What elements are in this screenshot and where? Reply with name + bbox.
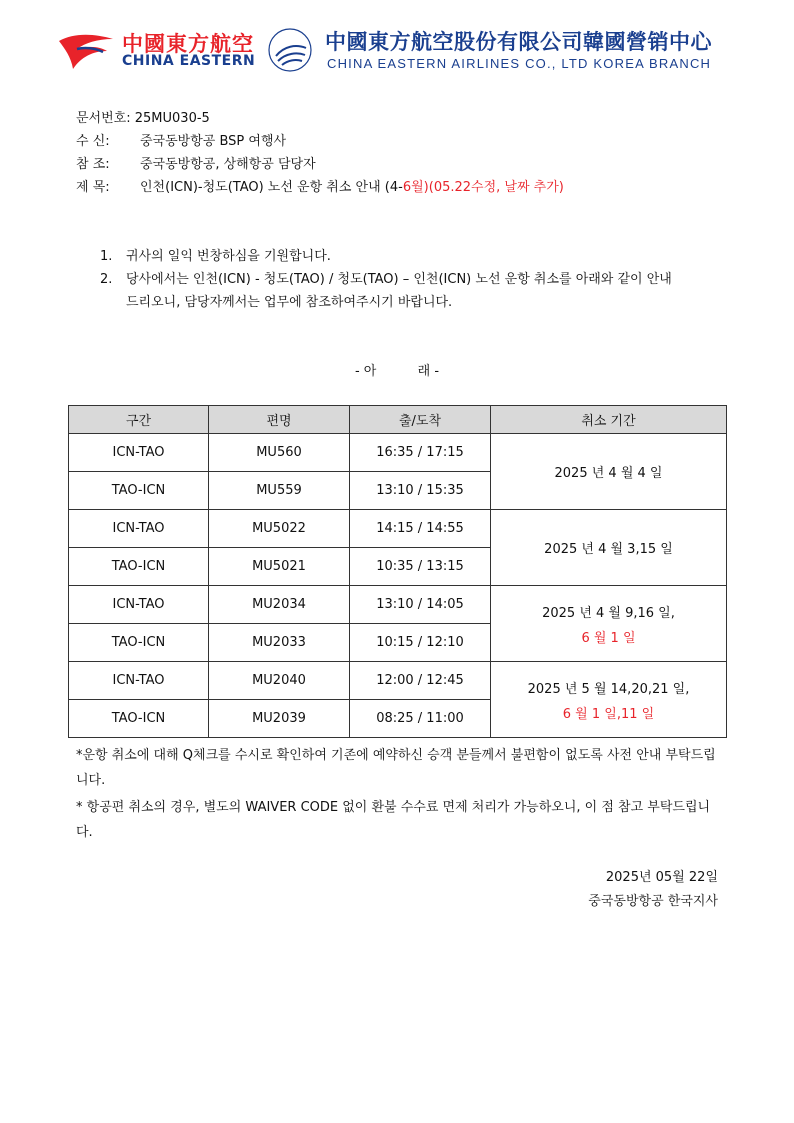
period-added-dates: 6 월 1 일 — [581, 630, 636, 646]
item-2-number: 2. — [100, 272, 113, 287]
doc-number-label: 문서번호: — [76, 111, 131, 126]
table-row — [69, 510, 727, 548]
time-cell: 14:15 / 14:55 — [350, 510, 491, 548]
logo-english-name: CHINA EASTERN — [122, 53, 256, 69]
table-row — [69, 434, 727, 472]
time-cell: 13:10 / 15:35 — [350, 472, 491, 510]
recipient-value: 중국동방항공 BSP 여행사 — [140, 134, 287, 149]
header-cancellation-period: 취소 기간 — [491, 406, 727, 434]
logo-chinese-name: 中國東方航空 — [122, 32, 254, 56]
recipient-row — [76, 130, 286, 149]
item-1-text: 귀사의 일익 번창하심을 기원합니다. — [126, 249, 331, 264]
period-main: 2025 년 4 월 4 일 — [554, 466, 663, 481]
header-route: 구간 — [69, 406, 209, 434]
table-header-row — [69, 406, 727, 434]
reference-value: 중국동방항공, 상해항공 담당자 — [140, 157, 316, 172]
flight-cell: MU2033 — [209, 624, 350, 662]
note-waiver: * 항공편 취소의 경우, 별도의 WAIVER CODE 없이 환불 수수료 면제 처리가 가능하오니, 이 점 참고 부탁드립니다. — [76, 800, 711, 840]
route-cell: ICN-TAO — [69, 510, 209, 548]
item-2-text-line-2: 드리오니, 담당자께서는 업무에 참조하여주시기 바랍니다. — [126, 295, 453, 310]
period-main: 2025 년 4 월 9,16 일, — [542, 605, 675, 621]
subject-label: 제 목: — [76, 180, 110, 195]
period-cell — [491, 434, 727, 510]
subject-revision-note: 6월)(05.22수정, 날짜 추가) — [402, 180, 564, 195]
company-title-english: CHINA EASTERN AIRLINES CO., LTD KOREA BRANCH — [327, 56, 712, 71]
flight-cell: MU559 — [209, 472, 350, 510]
route-cell: TAO-ICN — [69, 472, 209, 510]
period-main: 2025 년 5 월 14,20,21 일, — [527, 681, 690, 697]
period-main: 2025 년 4 월 3,15 일 — [544, 542, 673, 557]
period-added-dates: 6 월 1 일,11 일 — [562, 706, 655, 722]
route-cell: TAO-ICN — [69, 700, 209, 738]
doc-number-value: 25MU030-5 — [134, 111, 210, 126]
time-cell: 10:35 / 13:15 — [350, 548, 491, 586]
skyteam-logo-icon — [266, 26, 314, 74]
time-cell: 13:10 / 14:05 — [350, 586, 491, 624]
flight-cell: MU560 — [209, 434, 350, 472]
route-cell: ICN-TAO — [69, 586, 209, 624]
company-title-chinese: 中國東方航空股份有限公司韓國營销中心 — [325, 30, 712, 54]
table-row — [69, 662, 727, 700]
note-q-check: *운항 취소에 대해 Q체크를 수시로 확인하여 기존에 예약하신 승객 분들께서 불편함이 없도록 사전 안내 부탁드립니다. — [76, 748, 716, 788]
reference-label: 참 조: — [76, 157, 110, 172]
period-cell — [491, 662, 727, 738]
period-cell — [491, 586, 727, 662]
item-1-number: 1. — [100, 249, 113, 264]
time-cell: 08:25 / 11:00 — [350, 700, 491, 738]
section-marker: - 아 래 - — [354, 364, 440, 379]
recipient-label: 수 신: — [76, 134, 110, 149]
body-item-2 — [100, 268, 720, 287]
flight-cell: MU2039 — [209, 700, 350, 738]
time-cell: 12:00 / 12:45 — [350, 662, 491, 700]
cancellation-schedule-table — [68, 405, 727, 738]
subject-row — [76, 176, 564, 195]
china-eastern-swallow-logo-icon — [57, 27, 115, 71]
route-cell: TAO-ICN — [69, 548, 209, 586]
issue-date: 2025년 05월 22일 — [605, 870, 718, 885]
time-cell: 10:15 / 12:10 — [350, 624, 491, 662]
flight-cell: MU2040 — [209, 662, 350, 700]
flight-cell: MU2034 — [209, 586, 350, 624]
period-cell — [491, 510, 727, 586]
time-cell: 16:35 / 17:15 — [350, 434, 491, 472]
doc-number-row — [76, 107, 210, 126]
table-row — [69, 586, 727, 624]
subject-value: 인천(ICN)-청도(TAO) 노선 운항 취소 안내 (4- — [140, 180, 403, 195]
item-2-text-line-1: 당사에서는 인천(ICN) - 청도(TAO) / 청도(TAO) – 인천(ICN) 노선 운항 취소를 아래와 같이 안내 — [126, 272, 672, 287]
body-item-1 — [100, 245, 720, 264]
signer: 중국동방항공 한국지사 — [588, 894, 718, 909]
header-departure-arrival: 출/도착 — [350, 406, 491, 434]
reference-row — [76, 153, 316, 172]
route-cell: ICN-TAO — [69, 434, 209, 472]
route-cell: ICN-TAO — [69, 662, 209, 700]
header-flight-number: 편명 — [209, 406, 350, 434]
flight-cell: MU5021 — [209, 548, 350, 586]
flight-cell: MU5022 — [209, 510, 350, 548]
route-cell: TAO-ICN — [69, 624, 209, 662]
